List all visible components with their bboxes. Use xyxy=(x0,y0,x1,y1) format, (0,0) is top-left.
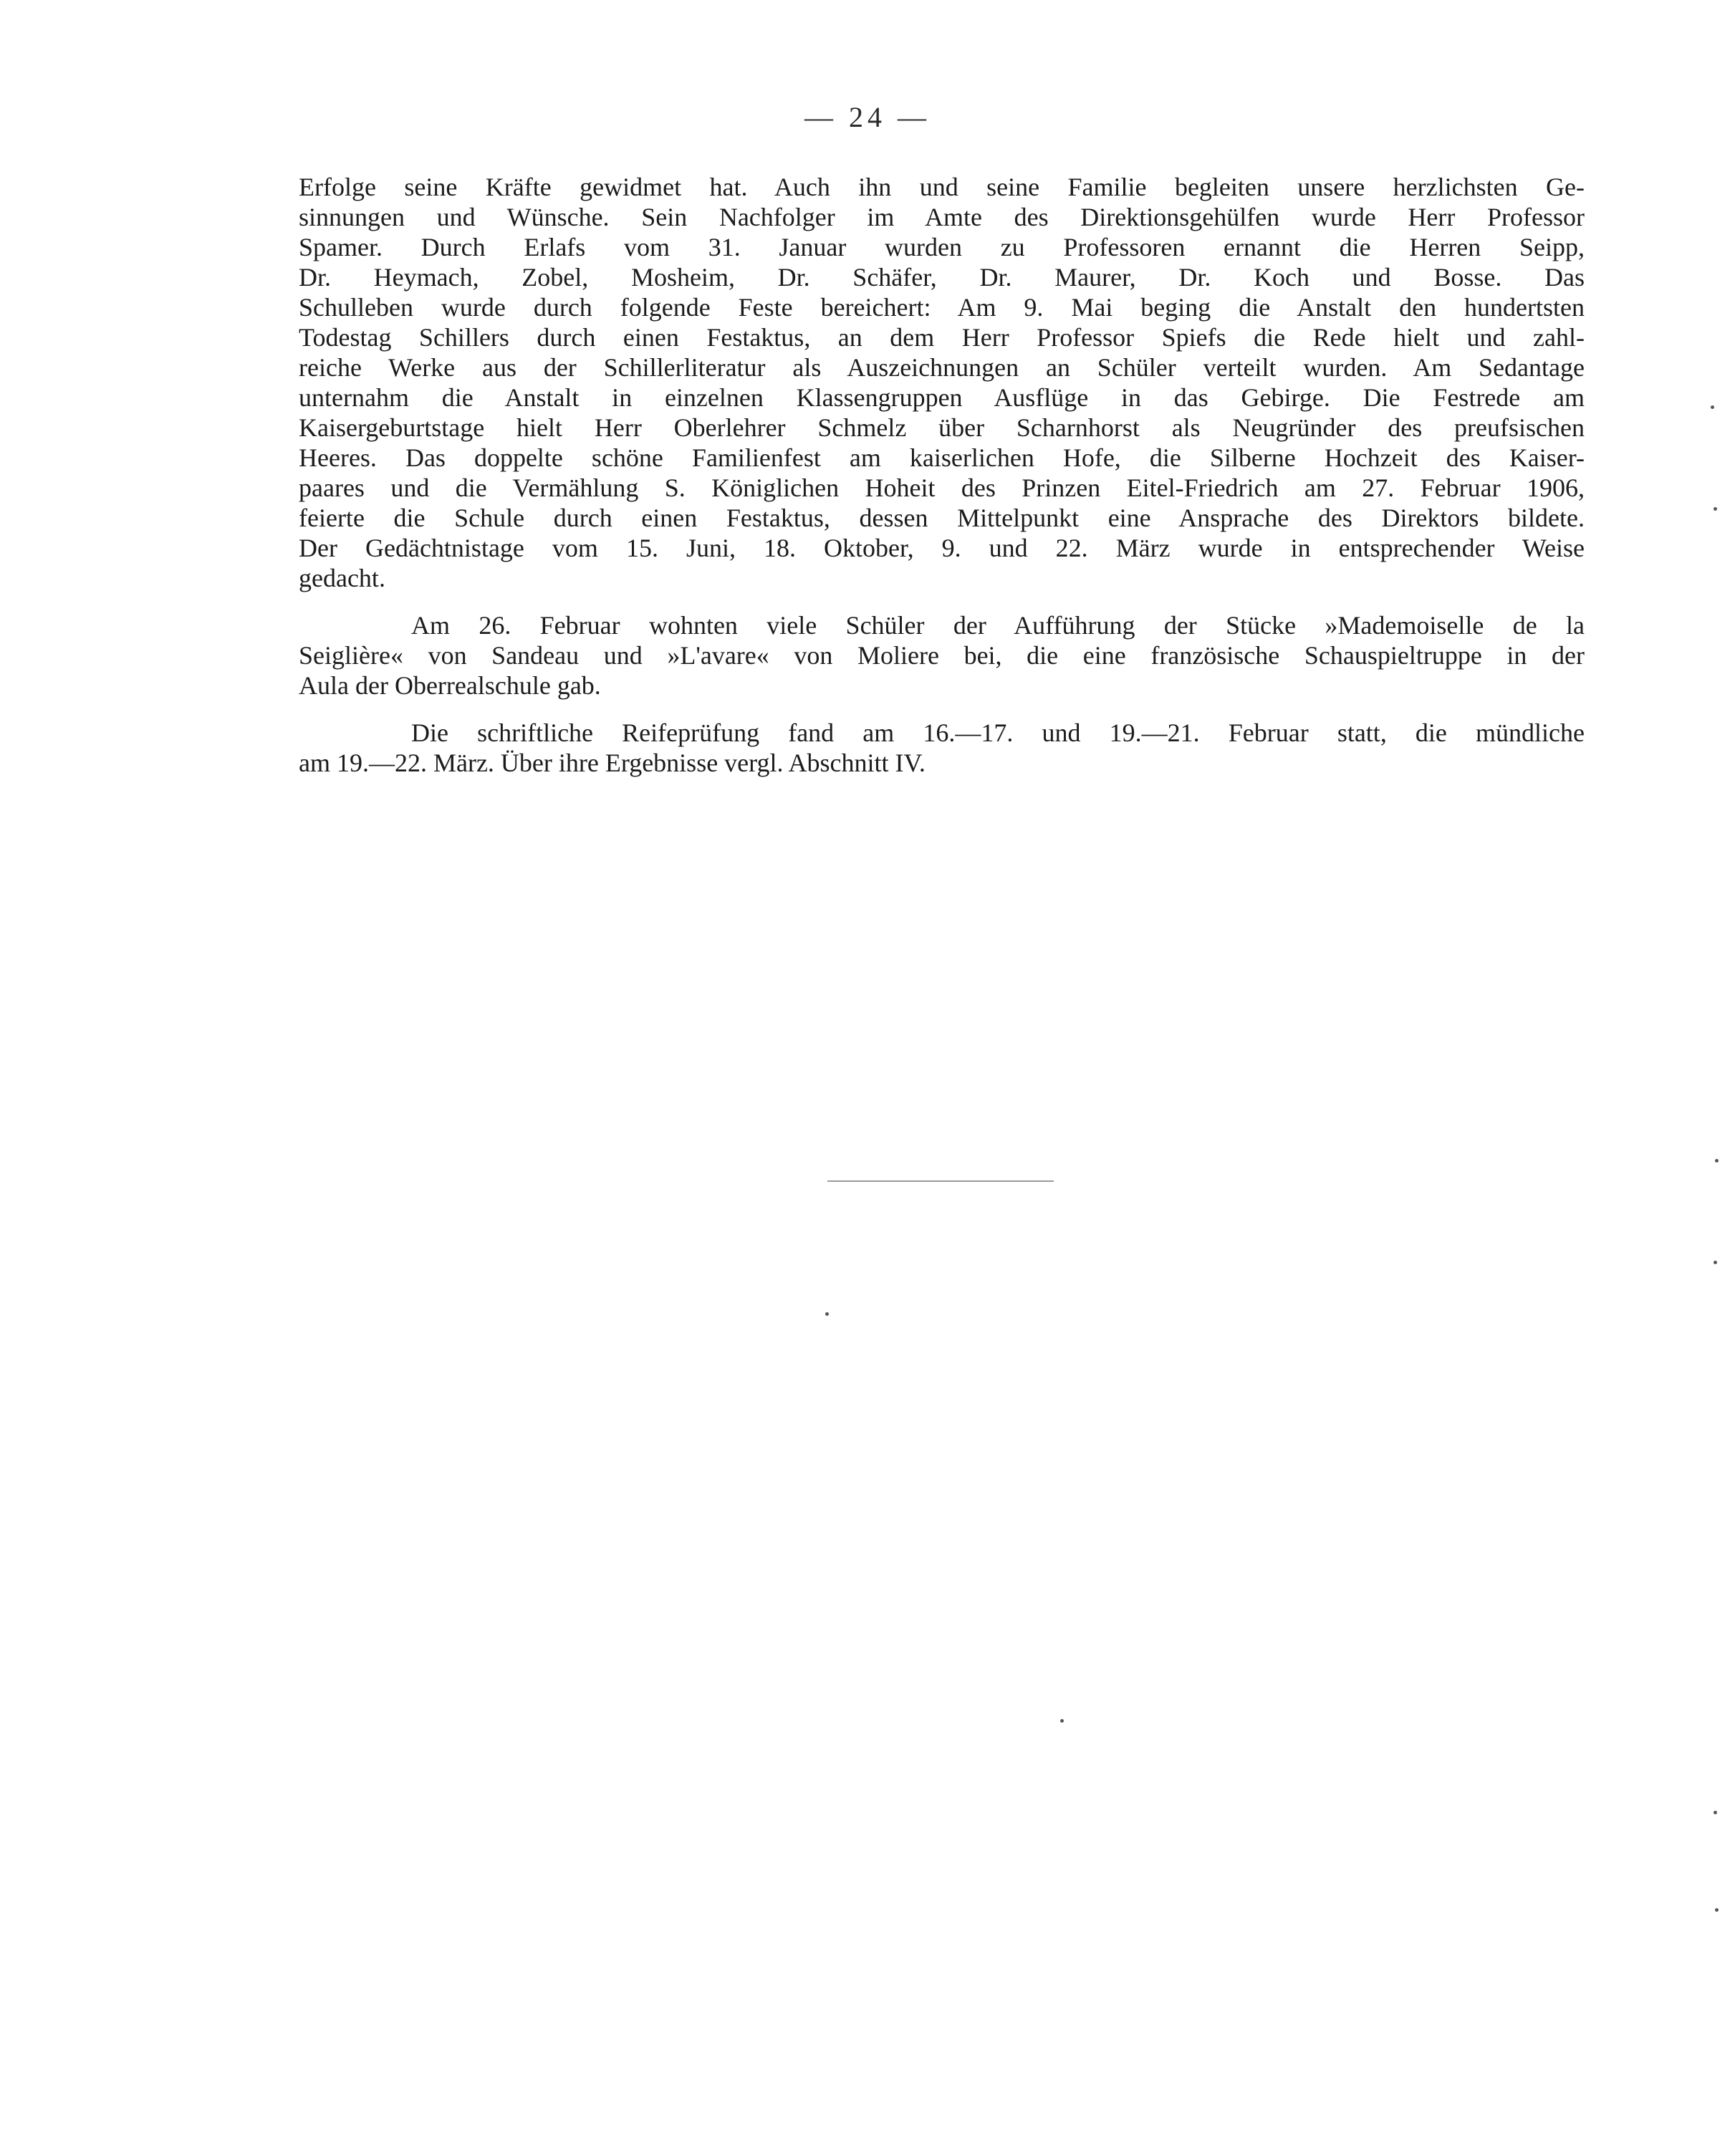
paragraph xyxy=(299,172,1585,593)
text-line: Spamer. Durch Erlafs vom 31. Januar wurden zu Professoren ernannt die Herren Seipp, xyxy=(299,233,1585,261)
text-line: Dr. Heymach, Zobel, Mosheim, Dr. Schäfer, Dr. Maurer, Dr. Koch und Bosse. Das xyxy=(299,263,1585,292)
text-line: Aula der Oberrealschule gab. xyxy=(299,671,601,700)
paragraph xyxy=(299,718,1585,778)
text-line: Der Gedächtnistage vom 15. Juni, 18. Oktober, 9. und 22. März wurde in entsprechender Weise xyxy=(299,534,1585,562)
text-line: paares und die Vermählung S. Königlichen Hoheit des Prinzen Eitel-Friedrich am 27. Februar 1906, xyxy=(299,473,1585,502)
text-line: gedacht. xyxy=(299,564,385,592)
text-line: feierte die Schule durch einen Festaktus, dessen Mittelpunkt eine Ansprache des Direktors bildete. xyxy=(299,504,1585,532)
body-text xyxy=(299,172,1585,778)
text-line: unternahm die Anstalt in einzelnen Klassengruppen Ausflüge in das Gebirge. Die Festrede am xyxy=(299,383,1585,412)
text-line: Erfolge seine Kräfte gewidmet hat. Auch ihn und seine Familie begleiten unsere herzlichsten Ge- xyxy=(299,173,1585,201)
scan-speck xyxy=(1714,507,1717,511)
page-number: — 24 — xyxy=(804,101,931,133)
scan-speck xyxy=(1714,1261,1717,1264)
scan-speck xyxy=(1711,405,1714,409)
scan-speck xyxy=(1060,1719,1064,1723)
text-line: am 19.—22. März. Über ihre Ergebnisse vergl. Abschnitt IV. xyxy=(299,749,926,777)
scan-speck xyxy=(825,1312,829,1316)
scan-speck xyxy=(1715,1159,1719,1163)
text-line: Todestag Schillers durch einen Festaktus, an dem Herr Professor Spiefs die Rede hielt und zahl- xyxy=(299,323,1585,352)
scan-speck xyxy=(1715,1908,1719,1912)
text-line: Schulleben wurde durch folgende Feste bereichert: Am 9. Mai beging die Anstalt den hundertsten xyxy=(299,293,1585,322)
text-line: Seiglière« von Sandeau und »L'avare« von Moliere bei, die eine französische Schauspieltruppe in der xyxy=(299,641,1585,670)
text-line: reiche Werke aus der Schillerliteratur als Auszeichnungen an Schüler verteilt wurden. Am Sedantage xyxy=(299,353,1585,382)
text-line: Am 26. Februar wohnten viele Schüler der Aufführung der Stücke »Mademoiselle de la xyxy=(411,611,1585,640)
text-line: Kaisergeburtstage hielt Herr Oberlehrer Schmelz über Scharnhorst als Neugründer des preufsischen xyxy=(299,413,1585,442)
scan-speck xyxy=(1714,1811,1717,1814)
text-line: Die schriftliche Reifeprüfung fand am 16.—17. und 19.—21. Februar statt, die mündliche xyxy=(411,718,1585,747)
text-line: Heeres. Das doppelte schöne Familienfest am kaiserlichen Hofe, die Silberne Hochzeit des Kaiser- xyxy=(299,443,1585,472)
section-divider xyxy=(827,1180,1054,1182)
paragraph xyxy=(299,610,1585,701)
text-line: sinnungen und Wünsche. Sein Nachfolger im Amte des Direktionsgehülfen wurde Herr Professor xyxy=(299,203,1585,231)
